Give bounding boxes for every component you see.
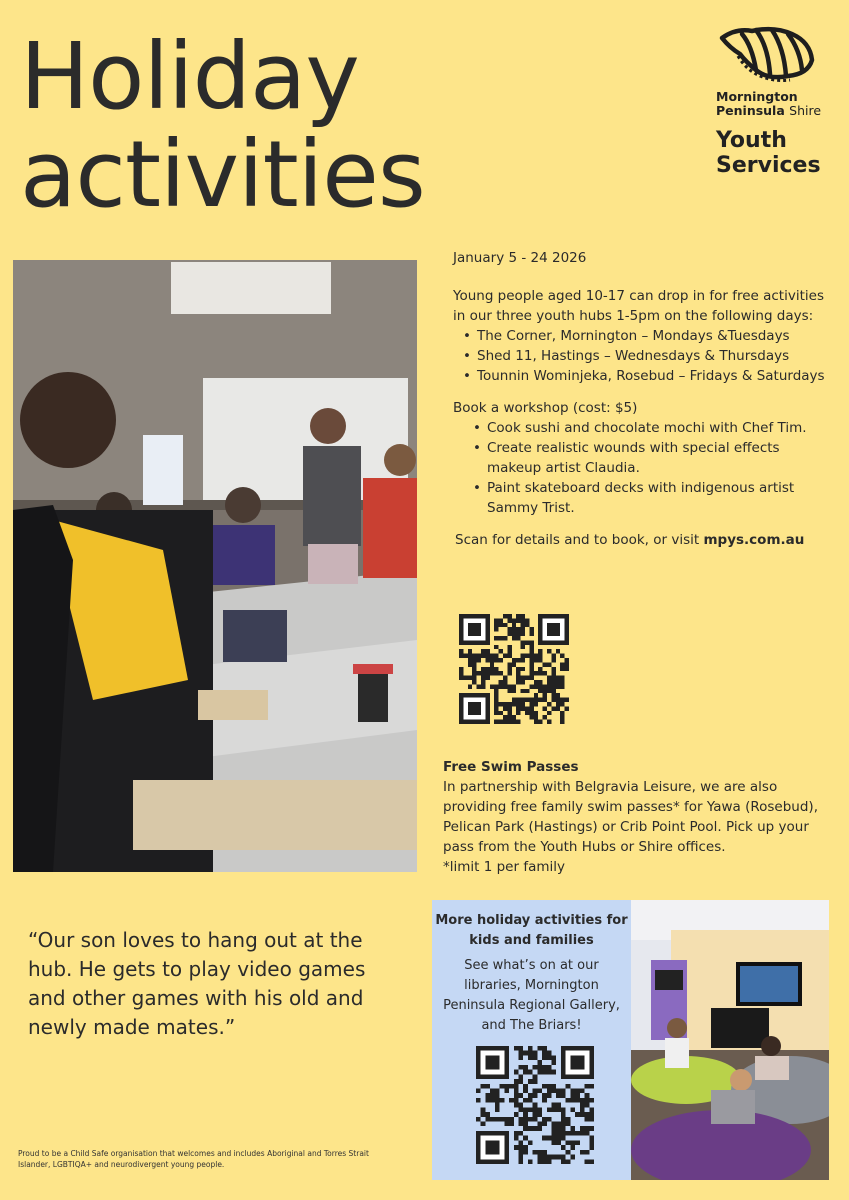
scan-instruction: Scan for details and to book, or visit mpys.com.au <box>455 532 805 548</box>
intro-text: Young people aged 10-17 can drop in for free activities in our three youth hubs 1-5pm on the following days: <box>453 288 824 324</box>
swim-heading: Free Swim Passes <box>443 759 579 775</box>
shire-logo <box>716 26 836 178</box>
website-link[interactable]: mpys.com.au <box>703 532 805 548</box>
child-safe-statement: Proud to be a Child Safe organisation that welcomes and includes Aboriginal and Torres Strait Islander, LGBTIQA+ and neurodivergent young people. <box>18 1149 369 1169</box>
department-name: Youth Services <box>716 128 821 178</box>
details-section <box>453 248 839 550</box>
list-item: • The Corner, Mornington – Mondays &Tuesdays <box>467 326 839 346</box>
swim-note: *limit 1 per family <box>443 859 566 875</box>
page-title <box>20 23 500 228</box>
gaming-room-photo <box>631 900 829 1180</box>
organisation-name: Mornington Peninsula Shire <box>716 89 822 118</box>
swim-body: In partnership with Belgravia Leisure, we are also providing free family swim passes* for Yawa (Rosebud), Pelican Park (Hastings) or Crib Point Pool. Pick up your pass from the Youth Hubs or Shire offices. <box>443 779 818 855</box>
list-item: • Shed 11, Hastings – Wednesdays & Thursdays <box>467 346 839 366</box>
more-heading: More holiday activities for kids and families <box>435 913 628 948</box>
more-body: See what’s on at our libraries, Mornington Peninsula Regional Gallery, and The Briars! <box>443 958 620 1033</box>
shell-logo-icon <box>716 26 816 84</box>
testimonial-quote: “Our son loves to hang out at the hub. He gets to play video games and other games with his old and newly made mates.” <box>28 928 366 1039</box>
workshop-list <box>453 418 817 518</box>
title-line-2: activities <box>20 121 425 228</box>
booking-qr-code-icon[interactable] <box>459 614 569 724</box>
activities-qr-code-icon[interactable] <box>476 1046 594 1164</box>
list-item: • Create realistic wounds with special effects makeup artist Claudia. <box>477 438 817 478</box>
list-item: • Tounnin Wominjeka, Rosebud – Fridays & Saturdays <box>467 366 839 386</box>
workshop-heading: Book a workshop (cost: $5) <box>453 400 638 416</box>
youth-hub-photo <box>13 260 417 872</box>
list-item: • Cook sushi and chocolate mochi with Chef Tim. <box>477 418 817 438</box>
event-dates: January 5 - 24 2026 <box>453 250 587 266</box>
list-item: • Paint skateboard decks with indigenous artist Sammy Trist. <box>477 478 817 518</box>
title-line-1: Holiday <box>20 23 359 130</box>
swim-pass-section <box>443 757 838 877</box>
hub-list <box>453 326 839 386</box>
